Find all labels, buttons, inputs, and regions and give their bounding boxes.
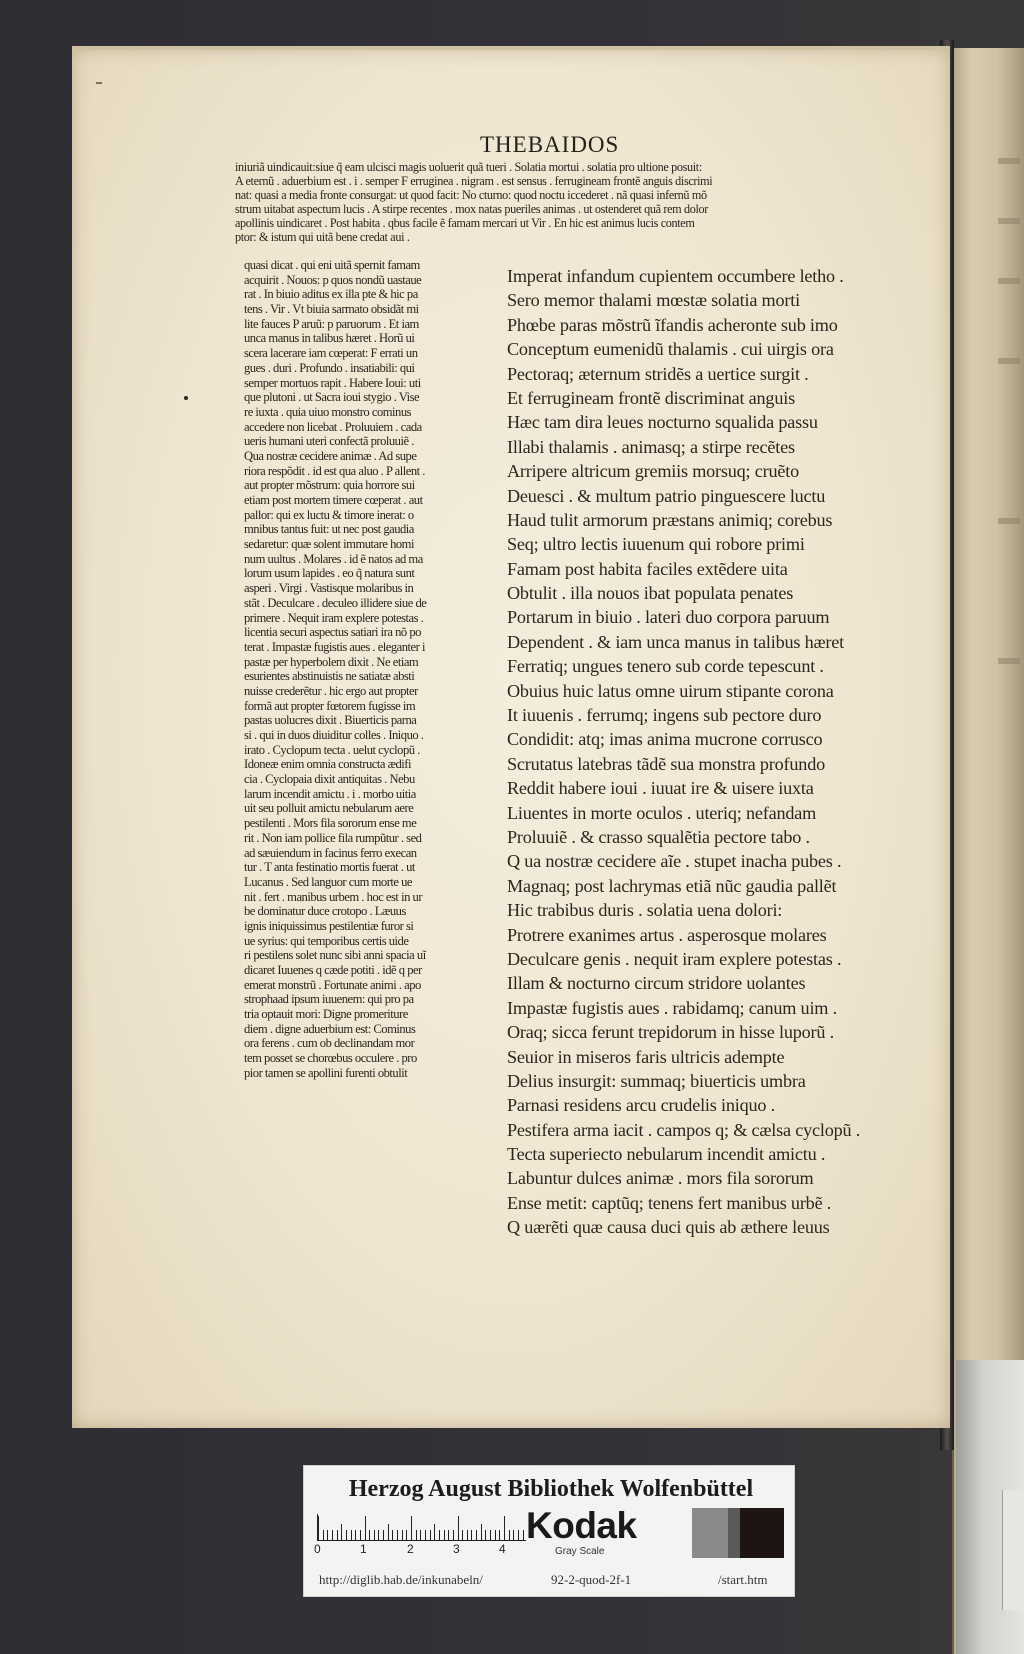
text-line: semper mortuos rapit . Habere Ioui: uti — [244, 375, 421, 390]
text-line: pastæ per hyperbolem dixit . Ne etiam — [244, 654, 419, 669]
paper-slip — [1002, 1490, 1024, 1610]
verse-column — [507, 264, 917, 1240]
text-line: It iuuenis . ferrumq; ingens sub pectore duro — [507, 705, 822, 726]
text-line: unca manus in talibus hæret . Horũ ui — [244, 331, 415, 346]
text-line: etiam post mortem timere cœperat . aut — [244, 493, 423, 507]
text-line: Pestifera arma iacit . campos q; & cælsa cyclopũ . — [507, 1119, 861, 1140]
ruler-tick — [495, 1530, 496, 1540]
ruler-tick — [378, 1530, 379, 1540]
text-line: tur . T anta festinatio mortis fuerat . ut — [244, 860, 415, 875]
ruler-tick — [439, 1530, 440, 1540]
text-line: Protrere exanimes artus . asperosque molares — [507, 924, 827, 945]
text-line: Deculcare genis . nequit iram explere potestas . — [507, 948, 842, 969]
text-line: pestilenti . Mors fila sororum ense me — [244, 816, 417, 831]
ruler-tick — [332, 1530, 333, 1540]
text-line: irato . Cyclopum tecta . uelut cyclopũ . — [244, 742, 420, 757]
text-line: iniuriã uindicauit:siue q̃ eam ulcisci magis uoluerit quã tueri . Solatia mortui . solatia pro ultione posuit: — [235, 160, 702, 174]
text-line: stãt . Deculcare . deculeo illidere siue de — [244, 595, 427, 610]
url-prefix: http://diglib.hab.de/inkunabeln/ — [319, 1572, 483, 1587]
text-line: Arripere altricum gremiis morsuq; cruẽto — [507, 461, 799, 482]
text-line: Et ferrugineam frontẽ discriminat anguis — [507, 387, 795, 408]
text-line: quasi dicat . qui eni uitã spernit famam — [244, 258, 420, 272]
gray-scale-label: Gray Scale — [555, 1546, 605, 1557]
shelfmark: 92-2-quod-2f-1 — [551, 1572, 632, 1587]
ruler-tick — [337, 1530, 338, 1540]
ruler-number: 1 — [360, 1542, 367, 1556]
text-line: larum incendit amictu . i . morbo uitia — [244, 786, 416, 801]
text-line: strophaad ipsum iuuenem: qui pro pa — [244, 992, 414, 1007]
text-line: Reddit habere ioui . iuuat ire & uisere iuxta — [507, 778, 814, 799]
text-line: Magnaq; post lachrymas etiã nũc gaudia pallẽt — [507, 875, 837, 896]
text-line: lite fauces P aruũ: p paruorum . Et iam — [244, 316, 419, 331]
text-line: Ense metit: captũq; tenens fert manibus urbẽ . — [507, 1192, 832, 1213]
text-line: Obtulit . illa nouos ibat populata penates — [507, 583, 794, 604]
ruler-tick — [392, 1530, 393, 1540]
text-line: Delius insurgit: summaq; biuerticis umbra — [507, 1070, 806, 1091]
ruler-tick — [383, 1530, 384, 1540]
text-line: Condidit: atq; imas anima mucrone corrusco — [507, 729, 823, 750]
text-line: riora respõdit . id est qua aluo . P allent . — [244, 463, 425, 478]
ruler-tick — [513, 1530, 514, 1540]
text-line: asperi . Virgi . Vastisque molaribus in — [244, 581, 414, 596]
running-head: THEBAIDOS — [480, 132, 620, 157]
text-line: Tecta superiecto nebularum incendit amictu . — [507, 1144, 826, 1165]
text-line: ptor: & istum qui uitã bene credat aui . — [235, 230, 410, 244]
text-line: uit seu polluit amictu nebularum aere — [244, 801, 414, 816]
kodak-logo: Kodak — [526, 1505, 637, 1546]
ruler-tick — [420, 1530, 421, 1540]
text-line: accedere non licebat . Proluuiem . cada — [244, 419, 422, 434]
ruler-tick — [523, 1530, 524, 1540]
text-line: Seq; ultro lectis iuuenum qui robore primi — [507, 534, 805, 555]
text-line: apollinis uindicaret . Post habita . qbus facile ẽ famam mercari ut Vir . En hic est animus lucis contem — [235, 216, 695, 230]
text-line: nuisse crederẽtur . hic ergo aut propter — [244, 683, 418, 698]
text-line: Q ua nostræ cecidere aĩe . stupet inacha pubes . — [507, 851, 842, 872]
ruler-tick — [434, 1524, 435, 1540]
text-line: Impastæ fugistis aues . rabidamq; canum uim . — [507, 997, 837, 1018]
text-line: ueris humani uteri confectã proluuiẽ . — [244, 434, 414, 449]
text-line: dicaret Iuuenes q cæde potiti . idẽ q per — [244, 963, 422, 977]
ruler-tick — [458, 1516, 459, 1540]
ruler-tick — [351, 1530, 352, 1540]
ruler-tick — [355, 1530, 356, 1540]
text-line: acquirit . Nouos: p quos nondũ uastaue — [244, 272, 422, 287]
ruler-tick — [323, 1530, 324, 1540]
ruler-tick — [406, 1530, 407, 1540]
text-line: Famam post habita faciles extẽdere uita — [507, 558, 788, 579]
text-line: re iuxta . quia uiuo monstro cominus — [244, 404, 412, 419]
text-line: diem . digne aduerbium est: Cominus — [244, 1021, 416, 1036]
ruler-tick — [388, 1524, 389, 1540]
ruler-tick — [402, 1530, 403, 1540]
text-line: Pectoraq; æternum stridẽs a uertice surgit . — [507, 363, 809, 384]
ruler-number: 4 — [499, 1542, 506, 1556]
text-line: ri pestilens solet nunc sibi anni spacia uĩ — [244, 948, 426, 963]
text-line: esurientes abstinuistis ne satiatæ absti — [244, 669, 415, 684]
ruler-tick — [365, 1516, 366, 1540]
text-line: A eternũ . aduerbium est . i . semper F erruginea . nigram . est sensus . ferrugineam frontẽ anguis discrimi — [235, 174, 713, 188]
ruler-tick — [448, 1530, 449, 1540]
ruler-tick — [467, 1530, 468, 1540]
text-line: Imperat infandum cupientem occumbere letho . — [507, 266, 844, 286]
gray-patch-light — [692, 1508, 728, 1558]
text-line: primere . Nequit iram explere potestas . — [244, 610, 424, 625]
gray-patch-dark — [740, 1508, 784, 1558]
text-line: Qua nostræ cecidere animæ . Ad supe — [244, 448, 417, 463]
ruler-tick — [485, 1530, 486, 1540]
text-line: Dependent . & iam unca manus in talibus hæret — [507, 631, 844, 652]
text-line: pallor: qui ex luctu & timore inerat: o — [244, 507, 414, 522]
text-line: ignis iniquissimus pestilentiæ furor si — [244, 918, 414, 933]
text-line: aut propter mõstrum: quia horrore sui — [244, 478, 415, 493]
text-line: Proluuiẽ . & crasso squalẽtia pectore tabo . — [507, 826, 810, 847]
ruler-number: 2 — [407, 1542, 414, 1556]
ruler-tick — [453, 1530, 454, 1540]
ink-speck — [184, 396, 188, 400]
ruler-tick — [504, 1516, 505, 1540]
text-line: licentia securi aspectus satiari ira nõ po — [244, 625, 421, 640]
library-title: Herzog August Bibliothek Wolfenbüttel — [348, 1476, 754, 1502]
text-line: strum uitabat aspectum lucis . A stirpe recentes . mox natas pueriles animas . ut ostenderet quã rem dolor — [235, 202, 708, 216]
text-line: Phœbe paras mõstrũ ĩfandis acheronte sub imo — [507, 314, 838, 335]
text-line: Portarum in biuio . lateri duo corpora paruum — [507, 607, 830, 628]
text-line: pastas uolucres dixit . Biuerticis parna — [244, 713, 417, 728]
text-line: tem posset se chorœbus occulere . pro — [244, 1051, 417, 1066]
text-line: Parnasi residens arcu crudelis iniquo . — [507, 1095, 775, 1116]
text-line: sedaretur: quæ solent immutare homi — [244, 537, 414, 552]
text-line: Q uærẽti quæ causa duci quis ab æthere leuus — [507, 1217, 830, 1238]
ruler-tick — [499, 1530, 500, 1540]
text-line: Illabi thalamis . animasq; a stirpe recẽtes — [507, 436, 795, 457]
text-line: ue syrius: qui temporibus certis uide — [244, 933, 409, 948]
page-top-edge — [72, 46, 950, 50]
text-line: Haud tulit armorum præstans animiq; corebus — [507, 509, 833, 530]
ink-speck — [96, 82, 102, 84]
ruler-tick — [416, 1530, 417, 1540]
text-line: Liuentes in morte oculos . uteriq; nefandam — [507, 802, 817, 823]
ruler-number: 3 — [453, 1542, 460, 1556]
ruler-tick — [341, 1524, 342, 1540]
ruler-number: 0 — [314, 1542, 321, 1556]
ruler-tick — [518, 1530, 519, 1540]
ruler-tick — [425, 1530, 426, 1540]
scale-ruler — [317, 1514, 526, 1541]
text-line: Ferratiq; ungues tenero sub corde tepescunt . — [507, 656, 824, 677]
library-target-card — [303, 1465, 795, 1597]
text-line: rat . In biuio aditus ex illa pte & hic pa — [244, 287, 418, 302]
ruler-tick — [430, 1530, 431, 1540]
text-line: pior tamen se apollini furenti obtulit — [244, 1065, 408, 1080]
ruler-tick — [360, 1530, 361, 1540]
text-line: Deuesci . & multum patrio pinguescere luctu — [507, 485, 826, 506]
text-line: emerat monstrũ . Fortunate animi . apo — [244, 977, 421, 992]
ruler-tick — [346, 1530, 347, 1540]
text-line: Lucanus . Sed languor cum morte ue — [244, 874, 413, 889]
text-line: Seuior in miseros faris ultricis adempte — [507, 1046, 785, 1067]
text-line: be dominatur duce crotopo . Læuus — [244, 904, 406, 919]
text-line: que plutoni . ut Sacra ioui stygio . Vise — [244, 390, 420, 405]
text-line: tens . Vir . Vt biuia sarmato obsidãt mi — [244, 302, 419, 317]
ruler-tick — [369, 1530, 370, 1540]
text-line: scera lacerare iam cœperat: F errati un — [244, 346, 418, 361]
text-line: ad sæuiendum in facinus ferro execan — [244, 845, 417, 860]
ruler-tick — [327, 1530, 328, 1540]
url-suffix: /start.htm — [718, 1572, 768, 1587]
text-line: Obuius huic latus omne uirum stipante corona — [507, 680, 834, 701]
text-line: si . qui in duos diuiditur colles . Iniquo . — [244, 728, 424, 742]
text-line: gues . duri . Profundo . insatiabili: qui — [244, 360, 415, 375]
commentary-column — [244, 258, 506, 1081]
text-line: ora ferens . cum ob declinandam mor — [244, 1036, 415, 1051]
ruler-tick — [481, 1524, 482, 1540]
text-line: Labuntur dulces animæ . mors fila sororum — [507, 1168, 814, 1189]
ruler-tick — [490, 1530, 491, 1540]
gray-patch-mid — [728, 1508, 740, 1558]
ruler-tick — [444, 1530, 445, 1540]
ruler-tick — [397, 1530, 398, 1540]
text-line: Idoneæ enim omnia constructa ædifi — [244, 757, 411, 772]
text-line: Sero memor thalami mœstæ solatia morti — [507, 290, 800, 311]
ruler-numbers — [314, 1542, 547, 1556]
commentary-top-block — [235, 160, 911, 244]
text-line: Conceptum eumenidũ thalamis . cui uirgis ora — [507, 339, 834, 360]
text-line: formã aut propter fœtorem fugisse im — [244, 698, 416, 713]
text-line: Oraq; sicca ferunt trepidorum in hisse luporũ . — [507, 1022, 834, 1043]
text-line: Scrutatus latebras tãdẽ sua monstra profundo — [507, 753, 825, 774]
ruler-tick — [476, 1530, 477, 1540]
text-line: nit . fert . manibus urbem . hoc est in ur — [244, 889, 423, 904]
text-line: cia . Cyclopaia dixit antiquitas . Nebu — [244, 772, 415, 787]
text-line: terat . Impastæ fugistis aues . eleganter i — [244, 639, 425, 654]
text-line: Hæc tam dira leues nocturno squalida passu — [507, 412, 818, 433]
ruler-tick — [411, 1516, 412, 1540]
text-line: lorum usum lapides . eo q̃ natura sunt — [244, 566, 415, 581]
text-line: num uultus . Molares . id ẽ natos ad ma — [244, 551, 423, 566]
ruler-tick — [318, 1516, 319, 1540]
text-line: rit . Non iam pollice fila rumpũtur . sed — [244, 830, 422, 845]
ruler-tick — [374, 1530, 375, 1540]
text-line: tria optauit mori: Digne promeriture — [244, 1007, 408, 1022]
text-line: nat: quasi a media fronte consurgat: ut quod facit: No cturno: quod noctu iccederet . nã quasi infernũ mõ — [235, 188, 707, 202]
text-line: Hic trabibus duris . solatia uena dolori: — [507, 900, 783, 921]
text-line: mnibus tantus fuit: ut nec post gaudia — [244, 522, 414, 537]
ruler-tick — [462, 1530, 463, 1540]
text-line: Illam & nocturno circum stridore uolantes — [507, 973, 806, 994]
ruler-tick — [471, 1530, 472, 1540]
ruler-tick — [509, 1530, 510, 1540]
